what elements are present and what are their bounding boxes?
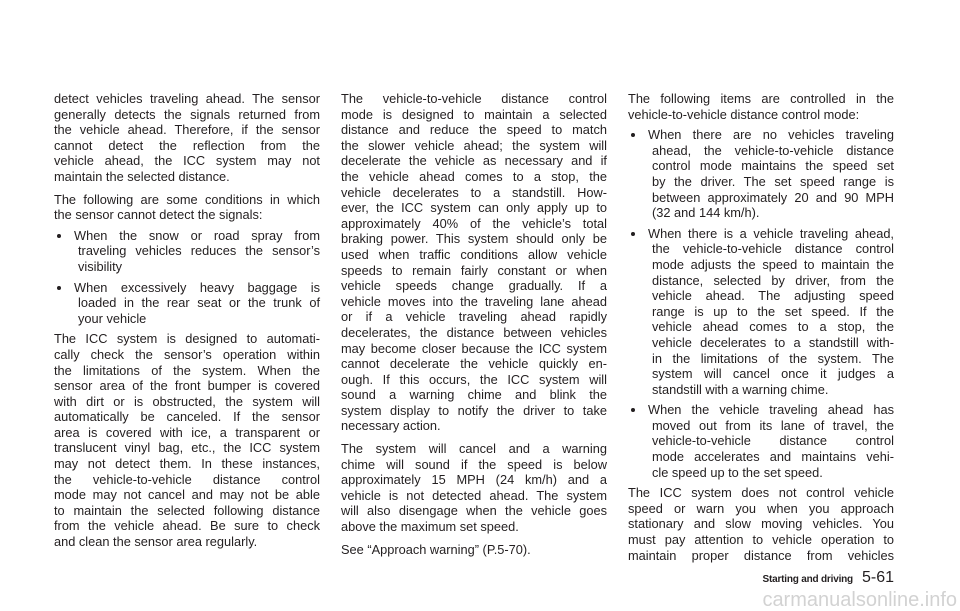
bullet-icon: [57, 286, 61, 290]
text-line: the slower vehicle ahead; the system will: [341, 137, 607, 153]
text-line: used when traffic conditions allow vehicle: [341, 246, 607, 262]
bullet-icon: [631, 232, 635, 236]
text-line: vehicle moves into the traveling lane ahead: [341, 293, 607, 309]
text-line: mode may not cancel and may not be able: [54, 487, 320, 503]
text-line: will also disengage when the vehicle goes: [341, 503, 607, 519]
text-line: area is covered with ice, a transparent or: [54, 424, 320, 440]
text-line: maintain the selected distance.: [54, 168, 230, 184]
text-line: your vehicle: [78, 310, 147, 326]
text-line: See “Approach warning” (P.5-70).: [341, 541, 531, 557]
page-footer: [763, 569, 894, 587]
paragraph: [54, 91, 320, 185]
text-line: decelerate the vehicle as necessary and if: [341, 153, 607, 169]
bullet-item: [54, 280, 320, 327]
text-line: speeds to remain fairly constant or when: [341, 262, 607, 278]
text-line: to maintain the selected following distance: [54, 502, 320, 518]
text-line: range is up to the set speed. If the: [652, 303, 894, 319]
paragraph: [628, 91, 894, 122]
text-line: visibility: [78, 258, 123, 274]
bullet-item: [628, 402, 894, 480]
text-line: detect vehicles traveling ahead. The sensor: [54, 91, 320, 106]
text-line: with dirt or is obstructed, the system will: [54, 393, 320, 409]
text-line: or if a vehicle traveling ahead rapidly: [341, 309, 607, 325]
text-line: distance and reduce the speed to match: [341, 122, 607, 138]
text-column-2: [341, 91, 607, 557]
text-column-3: [628, 91, 894, 563]
text-line: traveling vehicles reduces the sensor’s: [78, 243, 320, 259]
paragraph: [54, 192, 320, 223]
text-line: approximately 15 MPH (24 km/h) and a: [341, 472, 607, 488]
text-line: in the limitations of the system. The: [652, 350, 894, 366]
text-line: standstill with a warning chime.: [652, 381, 829, 397]
text-line: The vehicle-to-vehicle distance control: [341, 91, 607, 106]
bullet-icon: [631, 133, 635, 137]
paragraph: [341, 441, 607, 535]
paragraph: [341, 542, 607, 558]
text-line: system display to notify the driver to take: [341, 402, 607, 418]
text-line: system will cancel once it judges a: [652, 366, 894, 382]
text-line: mode accelerates and maintains vehi-: [652, 449, 894, 465]
text-line: from the vehicle ahead. Be sure to check: [54, 518, 320, 534]
text-line: The system will cancel and a warning: [341, 441, 607, 457]
paragraph: [628, 485, 894, 563]
text-line: The ICC system is designed to automati-: [54, 331, 320, 347]
text-line: the vehicle ahead. Therefore, if the sensor: [54, 122, 320, 138]
text-line: approximately 40% of the vehicle’s total: [341, 215, 607, 231]
text-line: cle speed up to the set speed.: [652, 464, 823, 480]
text-line: generally detects the signals returned from: [54, 106, 320, 122]
text-line: mode adjusts the speed to maintain the: [652, 256, 894, 272]
text-line: When excessively heavy baggage is: [74, 279, 320, 295]
text-line: must pay attention to vehicle operation to: [628, 532, 894, 548]
text-line: necessary action.: [341, 418, 441, 434]
bullet-item: [628, 127, 894, 221]
text-line: maintain proper distance from vehicles: [628, 547, 894, 563]
bullet-icon: [631, 408, 635, 412]
text-line: may become closer because the ICC system: [341, 340, 607, 356]
page-number: 5-61: [861, 569, 894, 586]
text-column-1: [54, 91, 320, 550]
text-line: vehicle decelerates to a standstill with-: [652, 334, 894, 350]
text-line: vehicle ahead comes to a stop, the: [652, 319, 894, 335]
text-line: the vehicle-to-vehicle distance control: [652, 241, 894, 257]
text-line: decelerates, the distance between vehicles: [341, 324, 607, 340]
text-line: The following are some conditions in which: [54, 191, 320, 207]
text-line: vehicle ahead. The adjusting speed: [652, 288, 894, 304]
text-line: vehicle decelerates to a standstill. How-: [341, 184, 607, 200]
text-line: cannot detect the reflection from the: [54, 137, 320, 153]
text-line: stationary and slow moving vehicles. You: [628, 516, 894, 532]
paragraph: [54, 331, 320, 549]
text-line: the vehicle ahead comes to a stop, the: [341, 168, 607, 184]
text-line: control mode maintains the speed set: [652, 158, 894, 174]
text-line: moved out from its lane of travel, the: [652, 417, 894, 433]
text-line: The following items are controlled in the: [628, 91, 894, 106]
text-line: ahead, the vehicle-to-vehicle distance: [652, 142, 894, 158]
section-title: Starting and driving: [762, 574, 853, 585]
text-line: The ICC system does not control vehicle: [628, 485, 894, 501]
text-line: sound a warning chime and blink the: [341, 387, 607, 403]
text-line: loaded in the rear seat or the trunk of: [78, 295, 320, 311]
text-line: above the maximum set speed.: [341, 519, 519, 535]
bullet-icon: [57, 234, 61, 238]
text-line: When the snow or road spray from: [74, 227, 320, 243]
text-line: When the vehicle traveling ahead has: [648, 402, 894, 418]
text-line: mode is designed to maintain a selected: [341, 106, 607, 122]
bullet-item: [628, 226, 894, 398]
text-line: automatically be canceled. If the sensor: [54, 409, 320, 425]
text-line: cannot decelerate the vehicle quickly en-: [341, 356, 607, 372]
text-line: between approximately 20 and 90 MPH: [652, 189, 894, 205]
watermark: carmanualsonline.info: [762, 589, 957, 611]
text-line: by the driver. The set speed range is: [652, 173, 894, 189]
text-line: ever, the ICC system can only apply up to: [341, 200, 607, 216]
text-line: translucent vinyl bag, etc., the ICC system: [54, 440, 320, 456]
text-line: ough. If this occurs, the ICC system will: [341, 371, 607, 387]
text-line: the limitations of the system. When the: [54, 362, 320, 378]
text-line: the vehicle-to-vehicle distance control: [54, 471, 320, 487]
text-line: the sensor cannot detect the signals:: [54, 207, 263, 223]
text-line: speed or warn you when you approach: [628, 500, 894, 516]
text-line: distance, selected by driver, from the: [652, 272, 894, 288]
text-line: (32 and 144 km/h).: [652, 205, 760, 221]
text-line: vehicle is not detected ahead. The system: [341, 487, 607, 503]
text-line: braking power. This system should only be: [341, 231, 607, 247]
text-line: sensor area of the front bumper is covered: [54, 378, 320, 394]
text-line: vehicle-to-vehicle distance control: [652, 433, 894, 449]
text-line: cally check the sensor’s operation within: [54, 346, 320, 362]
text-line: vehicle-to-vehicle distance control mode:: [628, 106, 860, 122]
text-line: vehicle ahead, the ICC system may not: [54, 153, 320, 169]
text-line: chime will sound if the speed is below: [341, 456, 607, 472]
bullet-item: [54, 228, 320, 275]
text-line: When there are no vehicles traveling: [648, 127, 894, 143]
text-line: vehicle speeds change gradually. If a: [341, 278, 607, 294]
paragraph: [341, 91, 607, 434]
text-line: and clean the sensor area regularly.: [54, 534, 258, 550]
text-line: may not detect them. In these instances,: [54, 456, 320, 472]
text-line: When there is a vehicle traveling ahead,: [648, 225, 894, 241]
